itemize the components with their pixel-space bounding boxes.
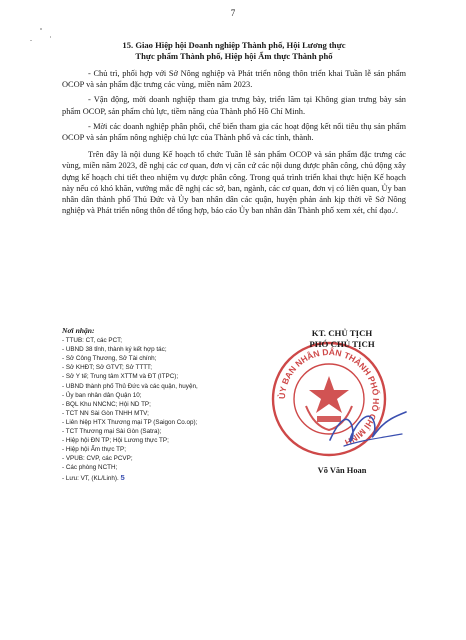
section-heading-line-1: 15. Giao Hiệp hội Doanh nghiệp Thành phố, Hội Lương thực — [122, 40, 346, 50]
handwritten-signature — [322, 400, 412, 460]
recipient-item: - TTUB: CT, các PCT; — [62, 337, 123, 345]
recipient-item: - Ủy ban nhân dân Quận 10; — [62, 391, 142, 399]
recipient-item: - VPUB: CVP, các PCVP; — [62, 455, 133, 463]
signer-name: Võ Văn Hoan — [317, 466, 367, 475]
signature-title-line-1: KT. CHỦ TỊCH — [311, 328, 373, 338]
signature-title-line-2: PHÓ CHỦ TỊCH — [309, 339, 375, 349]
handwritten-count: 5 — [120, 472, 125, 482]
scan-speck — [40, 28, 42, 30]
recipient-item: - UBND 38 tỉnh, thành ký kết hợp tác; — [62, 346, 167, 354]
scan-speck — [30, 40, 32, 41]
section-heading — [62, 40, 406, 62]
recipient-item: - Liên hiệp HTX Thương mại TP (Saigon Co.op); — [62, 418, 198, 426]
page-number: 7 — [230, 8, 236, 18]
recipient-item: - Hiệp hội Ẩm thực TP; — [62, 446, 126, 454]
scan-speck — [50, 36, 51, 38]
recipient-item — [62, 473, 252, 483]
recipient-item: - Hiệp hội ĐN TP; Hội Lương thực TP; — [62, 437, 169, 445]
recipients-items — [62, 336, 252, 483]
recipient-item: - Sở Y tế; Trung tâm XTTM và ĐT (ITPC); — [62, 373, 179, 381]
bullet-paragraph: - Mời các doanh nghiệp phân phối, chế biến tham gia các hoạt động kết nối tiêu thụ sản phẩm OCOP và sản phẩm nông nghiệp chủ lực của Thành phố và các tỉnh, thành. — [62, 121, 406, 143]
recipient-item: - TCT NN Sài Gòn TNHH MTV; — [62, 409, 149, 417]
recipient-item: - TCT Thương mại Sài Gòn (Satra); — [62, 428, 162, 436]
document-body — [62, 40, 406, 216]
section-heading-line-2: Thực phẩm Thành phố, Hiệp hội Ẩm thực Thành phố — [135, 51, 333, 61]
recipient-item: - BQL Khu NNCNC; Hội ND TP; — [62, 400, 151, 408]
recipients-title: Nơi nhận: — [62, 326, 95, 335]
bullet-paragraph: - Vận động, mời doanh nghiệp tham gia trưng bày, triển lãm tại Không gian trưng bày sản phẩm OCOP, sản phẩm chủ lực, tiềm năng của Thành phố Hồ Chí Minh. — [62, 95, 406, 116]
closing-paragraph: Trên đây là nội dung Kế hoạch tổ chức Tuần lễ sản phẩm OCOP và sản phẩm đặc trưng các vùng, miền năm 2023, đề nghị các cơ quan, đơn vị căn cứ các nội dung được phân công, chủ động xây dựng kế hoạch chi tiết theo nhiệm vụ được phân công. Trong quá trình triển khai thực hiện Kế hoạch này nếu có khó khăn, vướng mắc đề nghị các sở, ban, ngành, các cơ quan, đơn vị có liên quan, Ủy ban nhân dân thành phố Thủ Đức và Ủy ban nhân dân các quận, huyện phản ánh kịp thời về Sở Nông nghiệp và Phát triển nông thôn để tổng hợp, báo cáo Ủy ban nhân dân Thành phố xem xét, chỉ đạo./. — [62, 150, 406, 216]
recipient-item: - Sở Công Thương, Sở Tài chính; — [62, 355, 157, 363]
bullet-paragraph: - Chủ trì, phối hợp với Sở Nông nghiệp và Phát triển nông thôn triển khai Tuần lễ sản phẩm OCOP và sản phẩm đặc trưng các vùng, miền năm 2023. — [62, 69, 406, 90]
recipient-item: - Sở KHĐT; Sở GTVT; Sở TTTT; — [62, 364, 152, 372]
signature-block — [262, 328, 422, 478]
recipient-item: - UBND thành phố Thủ Đức và các quận, huyện, — [62, 382, 198, 390]
recipient-item: - Các phòng NCTH; — [62, 464, 118, 472]
seal-ring-text: ỦY BAN NHÂN DÂN THÀNH PHỐ HỒ CHÍ MINH — [276, 346, 382, 448]
recipients-list — [62, 326, 252, 483]
recipient-item-text: - Lưu: VT, (KL/Linh). — [62, 474, 119, 482]
